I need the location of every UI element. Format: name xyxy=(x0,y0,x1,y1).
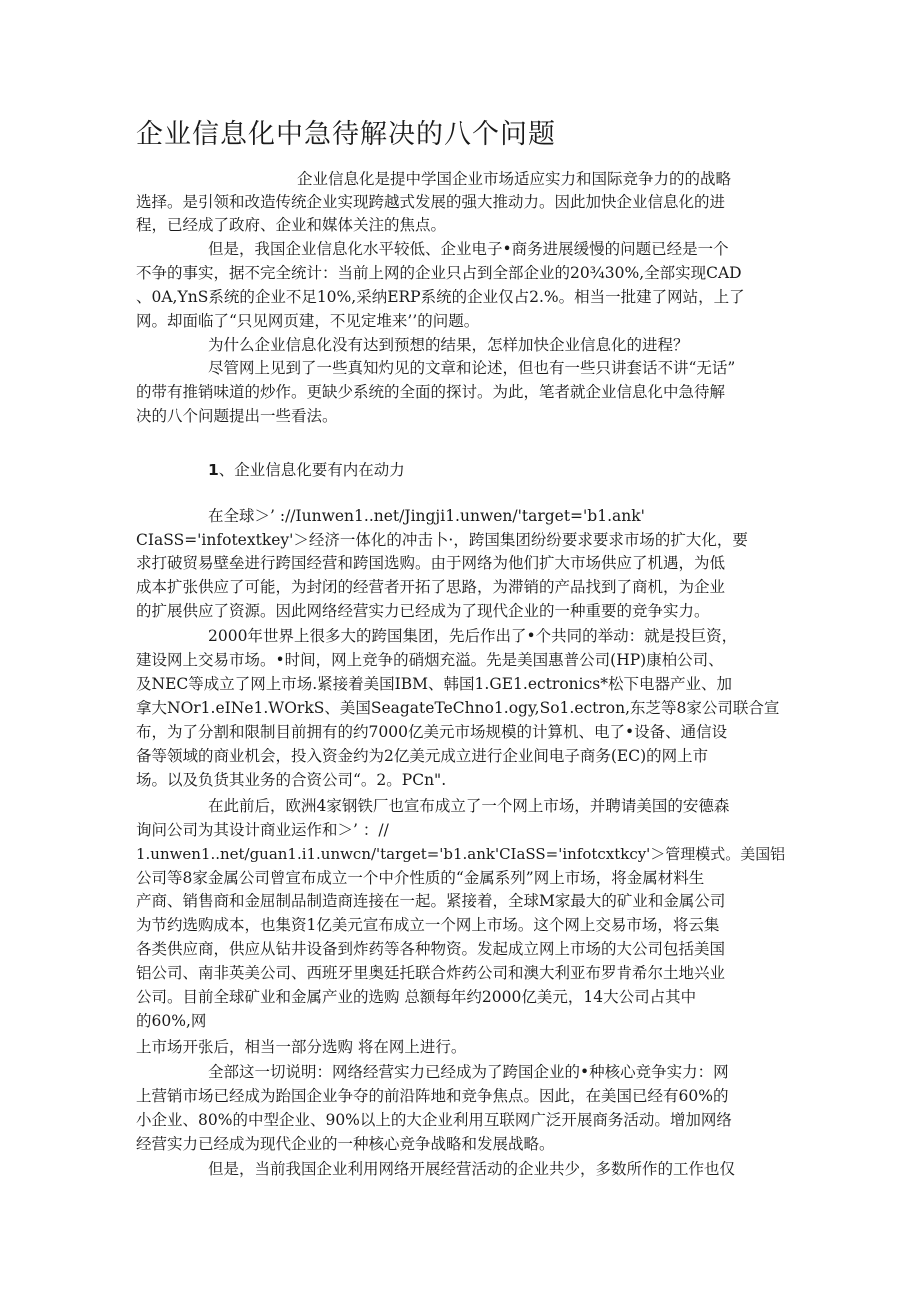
text-line: 产商、销售商和金屈制品制造商连接在一起。紧接着，全球M家最大的矿业和金属公司 xyxy=(136,892,726,910)
text-line: 经营实力已经成为现代企业的一种核心竞争战略和发展战略。 xyxy=(136,1135,555,1153)
text-line: 备等领域的商业机会，投入资金约为2亿美元成立进行企业间电子商务(EC)的网上市 xyxy=(136,747,709,765)
text-line: 、0A,YnS系统的企业不足10%,采纳ERP系统的企业仅占2.%。相当一批建了网站，上了 xyxy=(136,288,745,306)
text-line: 公司等8家金属公司曾宣布成立一个中介性质的“金属系列”网上市场，将金属材料生 xyxy=(136,869,705,887)
text-line: 小企业、80%的中型企业、90%以上的大企业利用互联网广泛开展商务活动。增加网络 xyxy=(136,1111,732,1129)
text-line: 求打破贸易壁垒进行跨国经营和跨国选购。由于网络为他们扩大市场供应了机遇，为低 xyxy=(136,554,726,572)
text-line: 的扩展供应了资源。因此网络经营实力已经成为了现代企业的一种重要的竞争实力。 xyxy=(136,602,710,620)
text-line: 网。却面临了“只见网页建，不见定堆来’’的问题。 xyxy=(136,312,480,330)
text-line: 在全球＞’ ://Iunwen1..net/Jingji1.unwen/'target='b1.ank' xyxy=(208,507,645,525)
text-line: 成本扩张供应了可能，为封闭的经营者开拓了思路，为滞销的产品找到了商机，为企业 xyxy=(136,578,726,596)
text-line: 2000年世界上很多大的跨国集团，先后作出了•个共同的举动：就是投巨资， xyxy=(208,627,738,645)
text-line: 建设网上交易市场。•时间，网上竞争的硝烟充溢。先是美国惠普公司(HP)康柏公司、 xyxy=(136,651,724,669)
text-line: 场。以及负货其业务的合资公司“。2。PCn". xyxy=(136,771,447,789)
text-line: 布，为了分割和限制目前拥有的约7000亿美元市场规模的计算机、电了•设备、通信设 xyxy=(136,723,728,741)
text-line: 为节约选购成本，也集资1亿美元宣布成立一个网上市场。这个网上交易市场，将云集 xyxy=(136,916,720,934)
text-line: 全部这一切说明：网络经营实力已经成为了跨国企业的•种核心竞争实力：网 xyxy=(208,1063,729,1081)
section-title: 、企业信息化要有内在动力 xyxy=(218,461,405,479)
text-line: 的带有推销味道的炒作。更缺少系统的全面的探讨。为此，笔者就企业信息化中急待解 xyxy=(136,383,726,401)
text-line: 公司。目前全球矿业和金属产业的选购 总额每年约2000亿美元，14大公司占其中 xyxy=(136,988,697,1006)
text-line: 及NEC等成立了网上市场.紧接着美国IBM、韩国1.GE1.ectronics*松下电器产业、加 xyxy=(136,675,732,693)
text-line: 不争的事实，据不完全统计：当前上网的企业只占到全部企业的20¾30%,全部实现CAD xyxy=(136,264,742,282)
text-line: 各类供应商，供应从钻井设备到炸药等各种物资。发起成立网上市场的大公司包括美国 xyxy=(136,940,726,958)
section-heading xyxy=(208,458,405,480)
text-line: 程，已经成了政府、企业和媒体关注的焦点。 xyxy=(136,216,447,234)
text-line: 在此前后，欧洲4家钢铁厂也宣布成立了一个网上市场，并聘请美国的安德森 xyxy=(208,797,730,815)
text-line: 询问公司为其设计商业运作和＞’ ：// xyxy=(136,821,389,839)
text-line: 决的八个问题提出一些看法。 xyxy=(136,407,338,425)
text-line: 的60%,网 xyxy=(136,1012,207,1030)
text-line: 拿大NOr1.eINe1.WOrkS、美国SeagateTeChno1.ogy,So1.ectron,东芝等8家公司联合宣 xyxy=(136,699,780,717)
text-line: 尽管网上见到了一些真知灼见的文章和论述，但也有一些只讲套话不讲“无话” xyxy=(208,359,736,377)
section-number: 1 xyxy=(208,461,219,479)
text-line: 上营销市场已经成为跆国企业争夺的前沿阵地和竞争焦点。因此，在美国已经有60%的 xyxy=(136,1087,729,1105)
text-line: 1.unwen1..net/guan1.i1.unwcn/'target='b1.ank'CIaSS='infotcxtkcy'＞管理模式。美国铝 xyxy=(136,845,786,863)
text-line: 选择。是引领和改造传统企业实现跨越式发展的强大推动力。因此加快企业信息化的进 xyxy=(136,193,726,211)
page-title: 企业信息化中急待解决的八个问题 xyxy=(136,119,556,150)
text-line: CIaSS='infotextkey'＞经济一体化的冲击卜·，跨国集团纷纷要求要求市场的扩大化，要 xyxy=(136,531,748,549)
text-line: 上市场开张后，相当一部分选购 将在网上进行。 xyxy=(136,1038,467,1056)
text-line: 为什么企业信息化没有达到预想的结果，怎样加快企业信息化的进程？ xyxy=(208,336,689,354)
text-line: 但是，当前我国企业利用网络开展经营活动的企业共少，多数所作的工作也仅 xyxy=(208,1160,736,1178)
text-line: 但是，我国企业信息化水平较低、企业电子•商务进展缓慢的问题已经是一个 xyxy=(208,240,729,258)
text-line: 企业信息化是提中学国企业市场适应实力和国际竞争力的的战略 xyxy=(297,170,732,188)
text-line: 铝公司、南非英美公司、西班牙里奥廷托联合炸药公司和澳大利亚布罗肯希尔土地兴业 xyxy=(136,964,726,982)
